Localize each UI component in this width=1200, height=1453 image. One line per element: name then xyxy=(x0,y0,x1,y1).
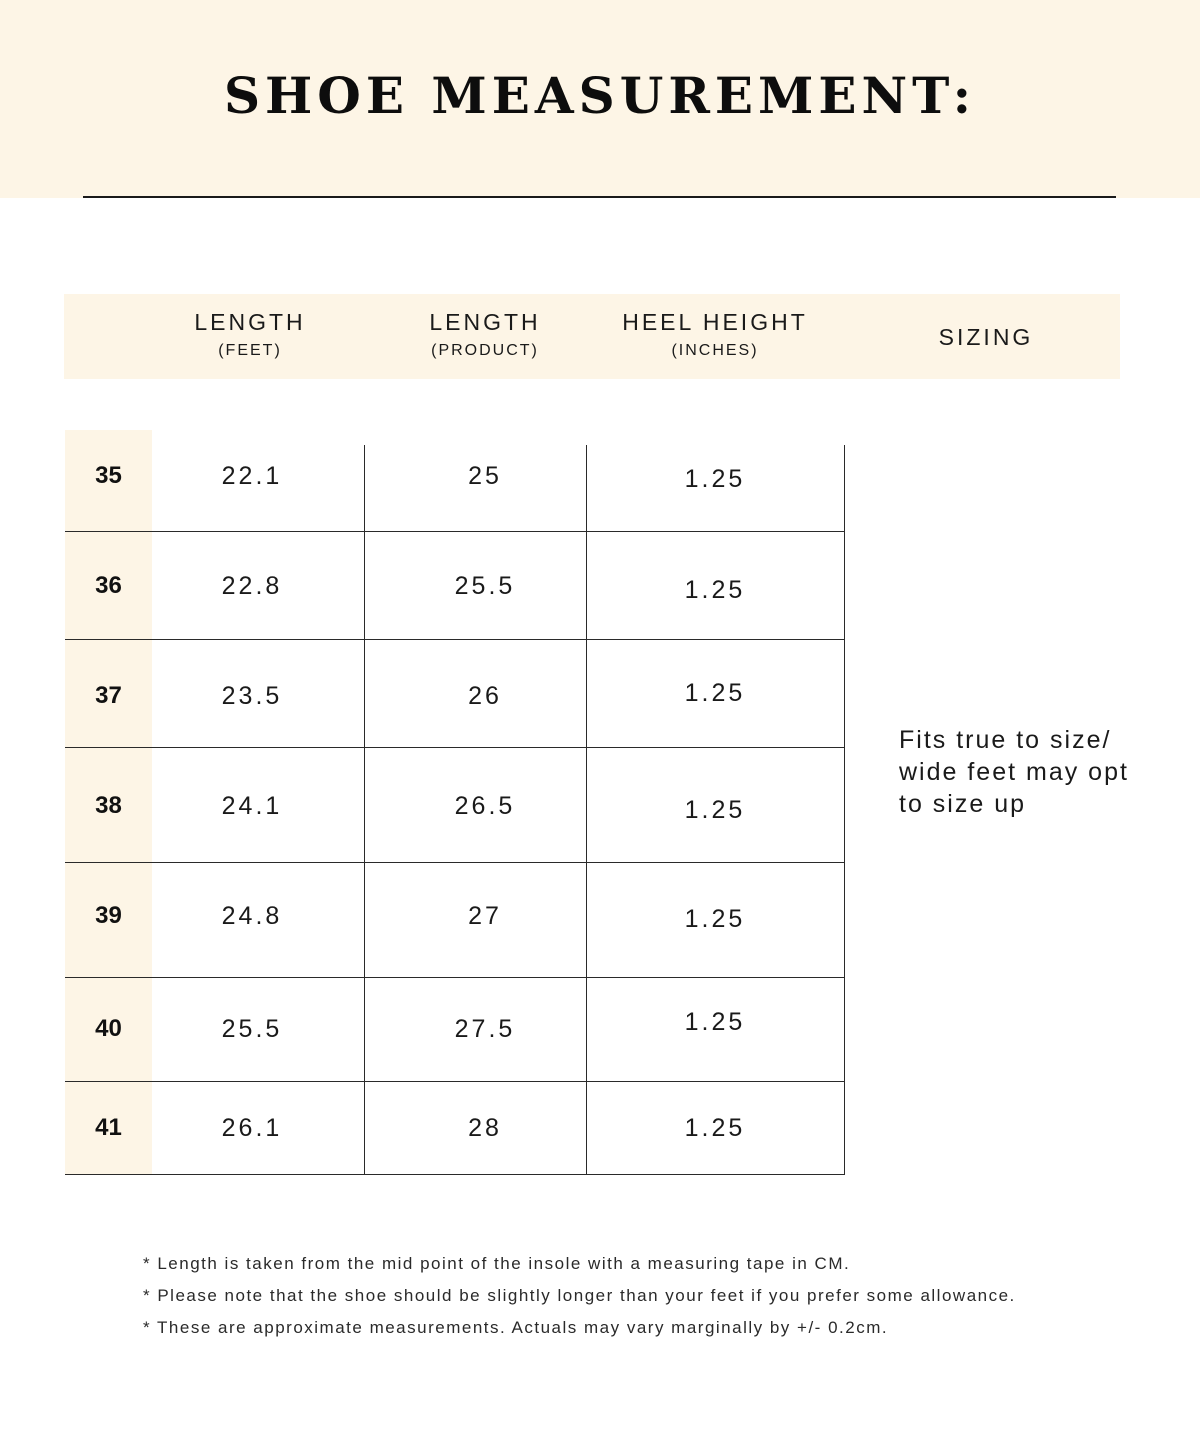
cell-heel-height: 1.25 xyxy=(684,796,746,824)
cell-length-feet: 22.1 xyxy=(221,462,283,490)
column-header-label: HEEL HEIGHT xyxy=(622,309,808,335)
cell-length-feet: 23.5 xyxy=(221,682,283,710)
size-label: 40 xyxy=(95,1015,122,1042)
cell-length-product: 26.5 xyxy=(454,792,516,820)
title-divider xyxy=(83,196,1116,198)
cell-heel-height: 1.25 xyxy=(684,465,746,493)
cell-length-feet: 26.1 xyxy=(221,1114,283,1142)
cell-heel-height: 1.25 xyxy=(684,1008,746,1036)
size-label: 41 xyxy=(95,1114,122,1141)
table-row-rule xyxy=(65,1174,845,1175)
column-header-length-product xyxy=(395,309,575,360)
column-header-label: LENGTH xyxy=(429,309,541,335)
size-label: 35 xyxy=(95,462,122,489)
cell-length-product: 27.5 xyxy=(454,1015,516,1043)
table-column-rule xyxy=(844,445,845,1174)
cell-heel-height: 1.25 xyxy=(684,679,746,707)
footnote: * Length is taken from the mid point of the insole with a measuring tape in CM. xyxy=(143,1254,851,1273)
sizing-note-line: Fits true to size/ xyxy=(899,726,1112,754)
column-header-label: SIZING xyxy=(938,324,1034,350)
column-header-sizing xyxy=(900,324,1072,351)
cell-length-product: 26 xyxy=(468,682,502,710)
footnote: * These are approximate measurements. Actuals may vary marginally by +/- 0.2cm. xyxy=(143,1318,889,1337)
sizing-note xyxy=(899,724,1189,820)
size-label: 38 xyxy=(95,792,122,819)
cell-length-product: 28 xyxy=(468,1114,502,1142)
column-header-sublabel: (FEET) xyxy=(218,342,282,359)
column-header-sublabel: (INCHES) xyxy=(671,342,759,359)
footnote: * Please note that the shoe should be slightly longer than your feet if you prefer some allowance. xyxy=(143,1286,1016,1305)
page-title: SHOE MEASUREMENT: xyxy=(223,66,977,125)
column-header-label: LENGTH xyxy=(194,309,306,335)
column-header-sublabel: (PRODUCT) xyxy=(431,342,539,359)
cell-heel-height: 1.25 xyxy=(684,1114,746,1142)
table-column-rule xyxy=(364,445,365,1174)
cell-length-feet: 22.8 xyxy=(221,572,283,600)
cell-heel-height: 1.25 xyxy=(684,905,746,933)
column-header-heel-height xyxy=(605,309,825,360)
footnotes xyxy=(143,1252,1153,1348)
size-label: 39 xyxy=(95,902,122,929)
table-row-rule xyxy=(65,862,845,863)
table-row-rule xyxy=(65,639,845,640)
table-row-rule xyxy=(65,531,845,532)
table-row-rule xyxy=(65,1081,845,1082)
cell-heel-height: 1.25 xyxy=(684,576,746,604)
size-label: 37 xyxy=(95,682,122,709)
column-header-length-feet xyxy=(160,309,340,360)
table-row-rule xyxy=(65,977,845,978)
table-column-rule xyxy=(586,445,587,1174)
sizing-note-line: wide feet may opt xyxy=(899,758,1129,786)
cell-length-feet: 24.8 xyxy=(221,902,283,930)
cell-length-feet: 24.1 xyxy=(221,792,283,820)
sizing-note-line: to size up xyxy=(899,790,1027,818)
table-row-rule xyxy=(65,747,845,748)
cell-length-product: 27 xyxy=(468,902,502,930)
cell-length-product: 25 xyxy=(468,462,502,490)
size-label: 36 xyxy=(95,572,122,599)
cell-length-product: 25.5 xyxy=(454,572,516,600)
cell-length-feet: 25.5 xyxy=(221,1015,283,1043)
